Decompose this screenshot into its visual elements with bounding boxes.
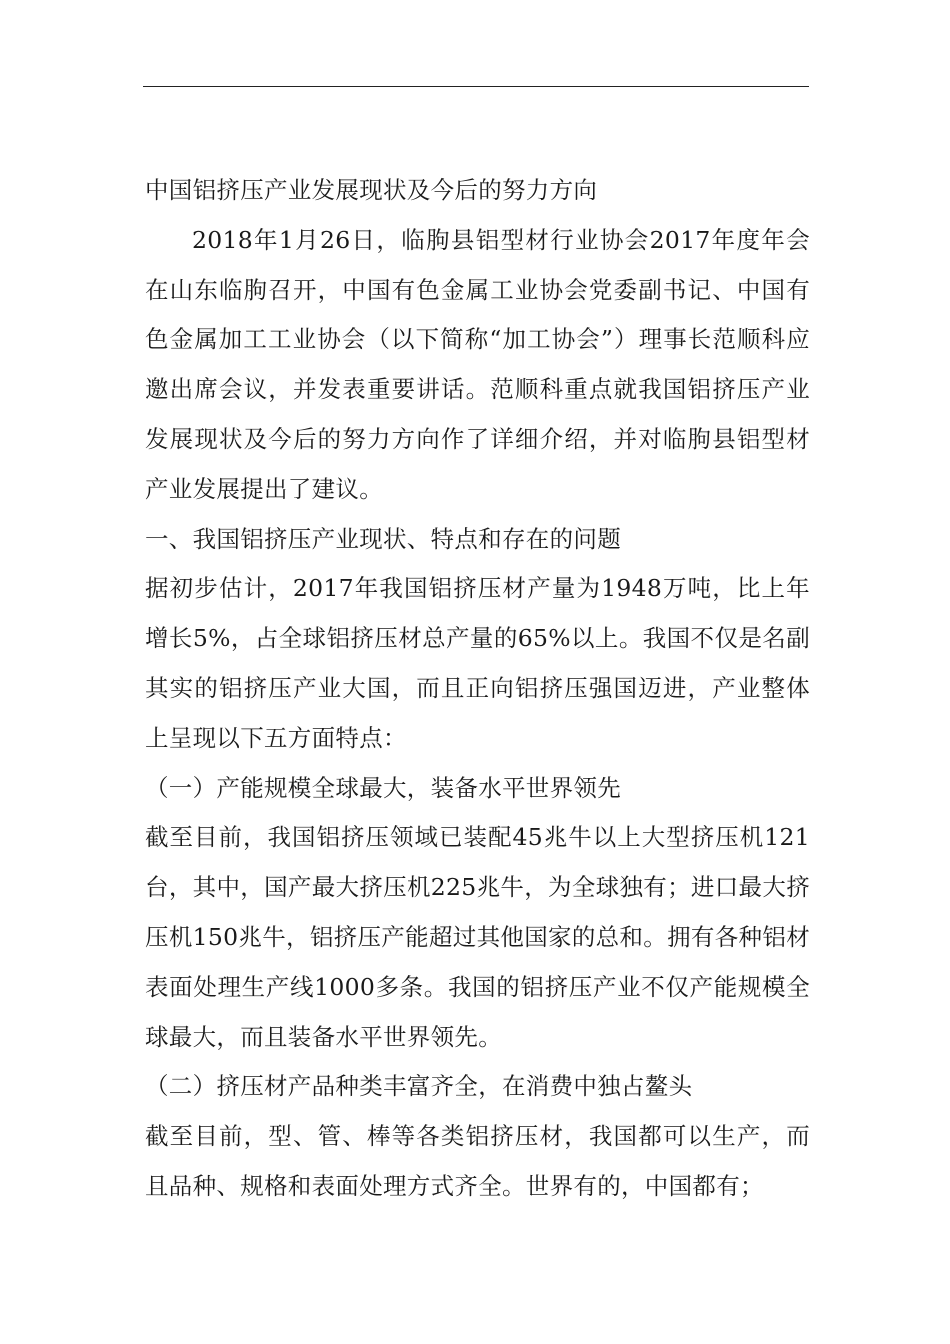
- document-body: [145, 166, 810, 1212]
- section-1-paragraph: 据初步估计，2017年我国铝挤压材产量为1948万吨，比上年增长5%，占全球铝挤压材总产量的65%以上。我国不仅是名副其实的铝挤压产业大国，而且正向铝挤压强国迈进，产业整体上呈现以下五方面特点：: [145, 574, 810, 752]
- header-rule: [143, 86, 809, 87]
- intro-paragraph: 2018年1月26日，临朐县铝型材行业协会2017年度年会在山东临朐召开，中国有色金属工业协会党委副书记、中国有色金属加工工业协会（以下简称“加工协会”）理事长范顺科应邀出席会议，并发表重要讲话。范顺科重点就我国铝挤压产业发展现状及今后的努力方向作了详细介绍，并对临朐县铝型材产业发展提出了建议。: [145, 225, 810, 503]
- subsection-1-heading: （一）产能规模全球最大，装备水平世界领先: [145, 773, 621, 802]
- section-1-heading: 一、我国铝挤压产业现状、特点和存在的问题: [145, 524, 621, 553]
- subsection-2-heading: （二）挤压材产品种类丰富齐全，在消费中独占鳌头: [145, 1072, 693, 1101]
- subsection-1-paragraph: 截至目前，我国铝挤压领域已装配45兆牛以上大型挤压机121台，其中，国产最大挤压机225兆牛，为全球独有；进口最大挤压机150兆牛，铝挤压产能超过其他国家的总和。拥有各种铝材表面处理生产线1000多条。我国的铝挤压产业不仅产能规模全球最大，而且装备水平世界领先。: [145, 823, 810, 1051]
- document-title: 中国铝挤压产业发展现状及今后的努力方向: [145, 176, 598, 204]
- subsection-2-paragraph: 截至目前，型、管、棒等各类铝挤压材，我国都可以生产，而且品种、规格和表面处理方式齐全。世界有的，中国都有；: [145, 1122, 810, 1200]
